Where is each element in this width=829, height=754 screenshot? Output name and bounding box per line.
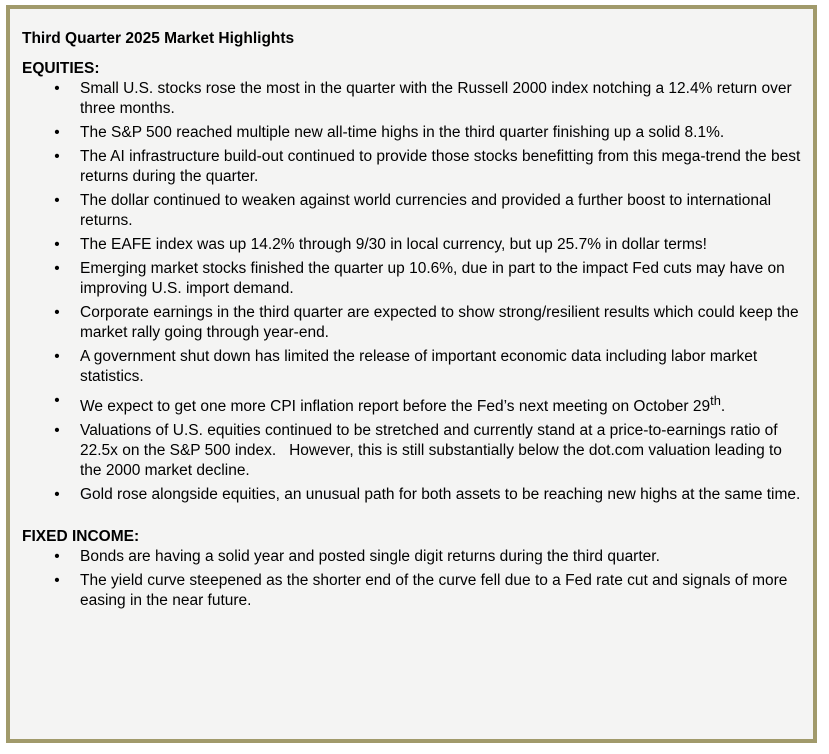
list-item <box>22 235 803 255</box>
list-item-text: The S&P 500 reached multiple new all-time highs in the third quarter finishing up a solid 8.1%. <box>80 124 725 141</box>
list-item-text: We expect to get one more CPI inflation report before the Fed’s next meeting on October 29 <box>80 398 711 416</box>
list-item-text: Gold rose alongside equities, an unusual path for both assets to be reaching new highs at the same time. <box>80 486 801 504</box>
bullet-icon: • <box>54 486 60 504</box>
sentence-end: . <box>720 398 726 416</box>
list-item-text: Corporate earnings in the third quarter are expected to show strong/resilient results which could keep the market rally going through year-end. <box>80 304 799 341</box>
list-item <box>22 421 803 481</box>
list-item <box>22 571 803 611</box>
ordinal-suffix: th <box>710 393 721 408</box>
bullet-icon: • <box>54 348 60 365</box>
bullet-icon: • <box>54 260 60 277</box>
bullet-icon: • <box>54 80 60 97</box>
bullet-icon: • <box>54 422 60 440</box>
list-item <box>22 191 803 231</box>
fixed-income-heading: FIXED INCOME: <box>22 528 140 546</box>
list-item-text: Emerging market stocks finished the quarter up 10.6%, due in part to the impact Fed cuts may have on improving U.S. import demand. <box>80 260 785 297</box>
bullet-icon: • <box>54 148 60 165</box>
bullet-icon: • <box>54 304 60 321</box>
list-item-text: The yield curve steepened as the shorter end of the curve fell due to a Fed rate cut and signals of more easing in the near future. <box>80 572 788 610</box>
highlights-content <box>22 29 803 615</box>
highlights-box <box>6 5 817 743</box>
bullet-icon: • <box>54 392 60 409</box>
bullet-icon: • <box>54 572 60 590</box>
fixed-income-section <box>22 527 803 611</box>
list-item-text: Valuations of U.S. equities continued to be stretched and currently stand at a price-to-earnings ratio of 22.5x on the S&P 500 index. However, this is still substantially below the dot.com valuation leading to the 2000 market decline. <box>80 422 787 480</box>
fixed-income-list <box>22 547 803 611</box>
list-item <box>22 79 803 119</box>
list-item-text: Small U.S. stocks rose the most in the quarter with the Russell 2000 index notching a 12.4% return over three months. <box>80 80 792 117</box>
bullet-icon: • <box>54 192 60 209</box>
list-item <box>22 485 803 505</box>
list-item <box>22 147 803 187</box>
list-item <box>22 259 803 299</box>
bullet-icon: • <box>54 236 60 253</box>
list-item <box>22 391 803 417</box>
bullet-icon: • <box>54 124 60 141</box>
list-item <box>22 347 803 387</box>
equities-list <box>22 79 803 505</box>
bullet-icon: • <box>54 548 60 566</box>
list-item <box>22 123 803 143</box>
list-item-text: A government shut down has limited the release of important economic data including labor market statistics. <box>80 348 758 385</box>
list-item-text: Bonds are having a solid year and posted single digit returns during the third quarter. <box>80 548 660 566</box>
list-item-text: The dollar continued to weaken against world currencies and provided a further boost to international returns. <box>80 192 772 229</box>
list-item <box>22 547 803 567</box>
list-item-text: The EAFE index was up 14.2% through 9/30 in local currency, but up 25.7% in dollar terms! <box>80 236 707 253</box>
list-item-text: The AI infrastructure build-out continued to provide those stocks benefitting from this mega-trend the best returns during the quarter. <box>80 148 801 185</box>
page-title: Third Quarter 2025 Market Highlights <box>22 30 295 47</box>
list-item <box>22 303 803 343</box>
equities-heading: EQUITIES: <box>22 60 100 77</box>
